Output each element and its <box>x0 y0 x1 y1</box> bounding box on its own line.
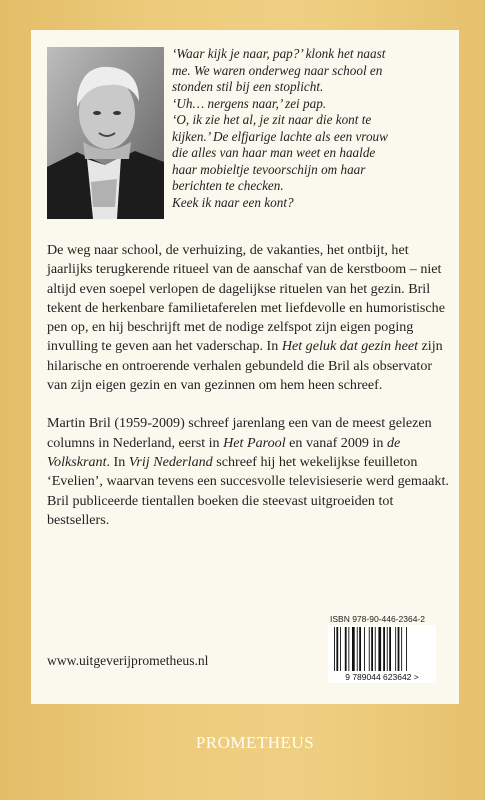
bio-text: . In <box>106 453 129 470</box>
quote-line: kijken.’ De elfjarige lachte als een vrouw <box>172 128 388 144</box>
barcode <box>328 625 436 683</box>
author-bio <box>47 414 451 530</box>
quote-line: haar mobieltje tevoorschijn om haar <box>172 161 366 177</box>
quote-line: Keek ik naar een kont? <box>172 194 294 210</box>
newspaper-title: de Volkskrant <box>47 434 401 470</box>
blurb-text <box>47 241 451 549</box>
quote-line: die alles van haar man weet en haalde <box>172 145 376 160</box>
quote-line: berichten te checken. <box>172 178 284 193</box>
description-text: zijn hilarische en ontroerende verhalen gebundeld die Bril als observator van zijn eigen gezin en van gezinnen om hem heen schreef. <box>47 338 443 394</box>
quote-line: stonden stil bij een stoplicht. <box>172 79 324 94</box>
quote-excerpt <box>172 46 442 211</box>
quote-line: ‘O, ik zie het al, je zit naar die kont te <box>172 112 372 127</box>
bio-text: Martin Bril (1959-2009) schreef jarenlang een van de meest gelezen columns in Nederland, eerst in <box>47 415 432 451</box>
book-title: Het geluk dat gezin heet <box>281 338 419 355</box>
isbn-label: ISBN 978-90-446-2364-2 <box>330 614 425 624</box>
author-photo <box>47 47 164 219</box>
magazine-title: Vrij Nederland <box>128 453 213 470</box>
publisher-website: www.uitgeverijprometheus.nl <box>47 653 209 668</box>
quote-line: me. We waren onderweg naar school en <box>172 62 383 78</box>
publisher-logo: PROMETHEUS <box>195 733 315 752</box>
bio-text: en vanaf 2009 in <box>285 434 387 451</box>
newspaper-title: Het Parool <box>223 434 286 451</box>
quote-line: ‘Uh… nergens naar,’ zei pap. <box>172 95 327 111</box>
bio-text: schreef hij het wekelijkse feuilleton ‘Evelien’, waarvan tevens een succesvolle televisieserie werd gemaakt. Bril publiceerde tientallen boeken die steevast uitgroeiden tot bestsellers. <box>47 453 449 528</box>
description-text: De weg naar school, de verhuizing, de vakanties, het ontbijt, het jaarlijks terugkerende ritueel van de aanschaf van de kerstboom – niet altijd even soepel verlopen de dagelijkse rituelen van het gezin. Bril tekent de herkenbare familietaferelen met liefdevolle en humoristische pen op, en hij beschrijft met de nodige zelfspot zijn eigen poging invulling te geven aan het vaderschap. In <box>47 242 445 355</box>
book-description <box>47 241 451 395</box>
quote-line: ‘Waar kijk je naar, pap?’ klonk het naast <box>172 46 386 61</box>
barcode-number: 9 789044 623642 > <box>345 672 419 682</box>
